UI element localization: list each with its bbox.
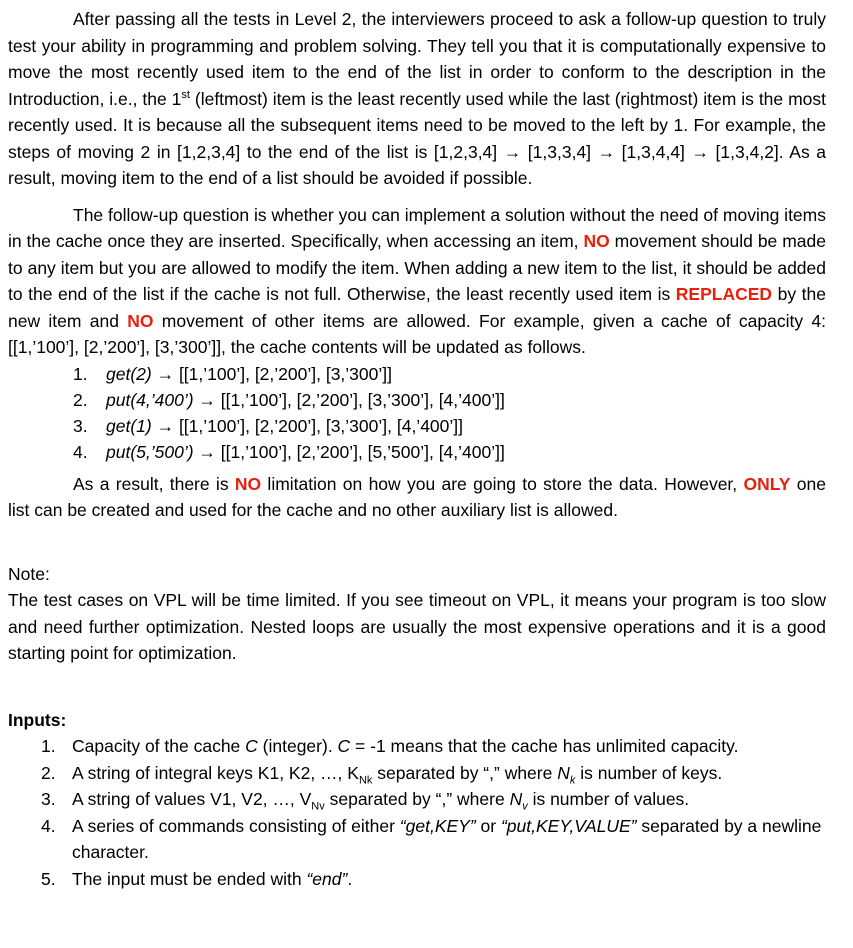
paragraph-followup-question <box>8 202 826 361</box>
emphasis-no: NO <box>127 310 154 331</box>
note-heading: Note: <box>8 563 50 584</box>
emphasis-replaced: REPLACED <box>675 284 773 304</box>
example-operations-list <box>8 361 826 465</box>
example-command: put(5,’500’) <box>106 441 194 462</box>
list-item: 2. A string of integral keys K1, K2, …, $K_{Nk}$ separated by “,” where $N_k$ is number of keys. <box>41 762 723 786</box>
paragraph-text: The follow-up question is whether you can implement a solution without the need of moving items in the cache once they are inserted. Specifically, when accessing an item, <box>8 204 826 251</box>
list-item: 2. put(4,’400’) → [[1,’100’], [2,’200’], [3,’300’], [4,’400’]] <box>73 389 505 410</box>
paragraph-text: (leftmost) item is the least recently used while the last (rightmost) item is the most recently used. It is because all the subsequent items need to be moved to the left by 1. For example, the steps of moving 2 in [1,2,3,4] to the end of the list is [1,2,3,4] → [1,3,3,4] → [1,3,4,4] → [1,3,4,2]. As a result, moving item to the end of a list should be avoided if possible. <box>8 88 827 188</box>
emphasis-no: NO <box>583 231 610 251</box>
list-item: 4. put(5,’500’) → [[1,’100’], [2,’200’], [5,’500’], [4,’400’]] <box>73 441 505 462</box>
list-item: 3. get(1) → [[1,’100’], [2,’200’], [3,’300’], [4,’400’]] <box>73 415 464 436</box>
list-item: 1. Capacity of the cache C (integer). C = -1 means that the cache has unlimited capacity. <box>41 736 739 756</box>
paragraph-text: movement of other items are allowed. For example, given a cache of capacity 4: [[1,’100’], [2,’200’], [3,’300’]], the cache contents will be updated as follows. <box>8 310 826 357</box>
paragraph-text: one list can be created and used for the cache and no other auxiliary list is allowed. <box>8 473 826 520</box>
paragraph-storage-limitation <box>8 471 826 524</box>
example-result: → [[1,’100’], [2,’200’], [3,’300’], [4,’400’]] <box>193 389 505 410</box>
example-result: → [[1,’100’], [2,’200’], [3,’300’], [4,’400’]] <box>151 415 464 436</box>
inputs-heading: Inputs: <box>8 709 67 730</box>
paragraph-text: limitation on how you are going to store the data. However, <box>261 473 744 494</box>
paragraph-text: As a result, there is <box>73 473 235 494</box>
ordinal-superscript: st <box>181 88 190 101</box>
paragraph-text: by the new item and <box>8 284 826 331</box>
list-item: 4. A series of commands consisting of either “get,KEY” or “put,KEY,VALUE” separated by a newline character. <box>41 815 822 862</box>
example-result: → [[1,’100’], [2,’200’], [3,’300’]] <box>151 363 392 384</box>
emphasis-only: ONLY <box>743 473 791 494</box>
example-command: get(2) <box>106 363 152 384</box>
paragraph-text: After passing all the tests in Level 2, the interviewers proceed to ask a follow-up question to truly test your ability in programming and problem solving. They tell you that it is computationally expensive to move the most recently used item to the end of the list in order to conform to the description in the Introduction, i.e., the 1 <box>8 9 826 109</box>
note-body: The test cases on VPL will be time limited. If you see timeout on VPL, it means your program is too slow and need further optimization. Nested loops are usually the most expensive operations and it is a good starting point for optimization. <box>8 590 826 663</box>
emphasis-no: NO <box>234 473 262 494</box>
inputs-list <box>8 733 826 892</box>
example-result: → [[1,’100’], [2,’200’], [5,’500’], [4,’400’]] <box>193 441 505 462</box>
example-command: put(4,’400’) <box>106 389 194 410</box>
example-command: get(1) <box>106 415 152 436</box>
list-item: 5. The input must be ended with “end”. <box>41 868 353 889</box>
list-item: 1. get(2) → [[1,’100’], [2,’200’], [3,’300’]] <box>73 363 392 384</box>
list-item: 3. A string of values V1, V2, …, $V_{Nv}$ separated by “,” where $N_v$ is number of values. <box>41 789 690 813</box>
paragraph-text: movement should be made to any item but you are allowed to modify the item. When adding a new item to the list, it should be added to the end of the list if the cache is not full. Otherwise, the least recently used item is <box>8 231 826 304</box>
document-body <box>8 6 826 892</box>
paragraph-level2-followup <box>8 6 826 192</box>
